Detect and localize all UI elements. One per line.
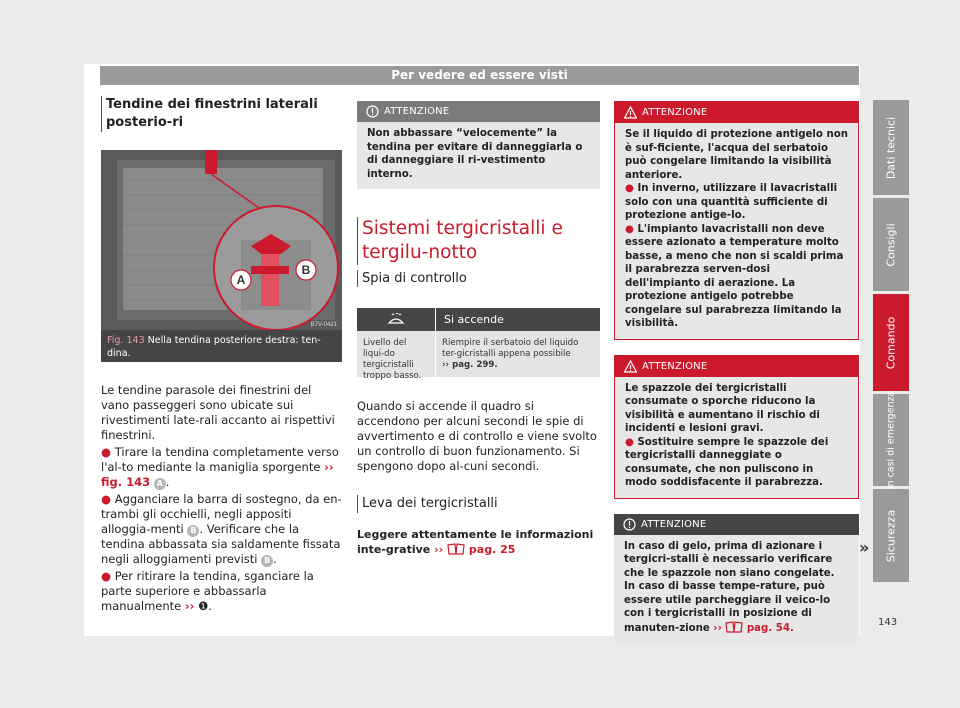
step-2 bbox=[101, 492, 342, 567]
subtitle-wiper-lever: Leva dei tergicristalli bbox=[357, 495, 600, 513]
callout-a-badge: A bbox=[154, 478, 166, 490]
warning-label: ATTENZIONE bbox=[642, 107, 708, 118]
table-header-label: Si accende bbox=[444, 313, 504, 326]
tab-emergenza[interactable] bbox=[873, 390, 909, 490]
step-3 bbox=[101, 569, 342, 614]
step-2-text: Agganciare la barra di sostegno, da en-trambi gli occhielli, negli appositi alloggia-menti bbox=[101, 492, 342, 536]
right-column bbox=[614, 101, 859, 643]
warning-intro: Se il liquido di protezione antigelo non è suf-ficiente, l'acqua del serbatoio può congelare limitando la visibilità anteriore. bbox=[625, 129, 848, 181]
warning-bullet bbox=[625, 223, 848, 331]
warning-header bbox=[615, 356, 858, 377]
warning-label: ATTENZIONE bbox=[642, 360, 708, 372]
step-2-mid: . Verificare che la tendina abbassata sia saldamente fissata negli alloggiamenti previsti bbox=[101, 522, 341, 566]
warning-link[interactable]: ›› bbox=[184, 599, 195, 613]
warning-label: ATTENZIONE bbox=[641, 518, 707, 530]
warning-body bbox=[615, 123, 858, 339]
callout-b-badge: B bbox=[187, 525, 199, 537]
warning-arrow[interactable]: ›› bbox=[713, 622, 722, 634]
warning-header bbox=[357, 101, 600, 122]
washer-fluid-icon bbox=[357, 308, 436, 331]
bullet-icon: ● bbox=[101, 445, 112, 459]
figure-caption bbox=[101, 330, 342, 362]
tab-comando[interactable] bbox=[873, 294, 909, 391]
tab-consigli[interactable] bbox=[873, 198, 909, 291]
bullet-icon: ● bbox=[625, 223, 638, 235]
tab-label: Dati tecnici bbox=[884, 116, 898, 179]
table-cell-cause: Livello del liqui-do tergicristalli troppo basso. bbox=[357, 331, 436, 377]
warning-box-antifreeze bbox=[614, 101, 859, 340]
page-25-link[interactable]: pag. 25 bbox=[468, 543, 516, 556]
subtitle-indicator: Spia di controllo bbox=[357, 270, 600, 287]
caption-text: Nella tendina posteriore destra: ten-dina. bbox=[107, 335, 321, 359]
page-number: 143 bbox=[878, 617, 898, 628]
warning-body bbox=[614, 535, 859, 644]
table-header bbox=[357, 308, 600, 331]
tab-label: Comando bbox=[884, 316, 898, 369]
warning-header bbox=[614, 514, 859, 535]
step-1-end: . bbox=[165, 475, 170, 489]
warning-header bbox=[615, 102, 858, 123]
section-title-wipers: Sistemi tergicristalli e tergilu-notto bbox=[357, 217, 600, 265]
tab-label: In casi di emergenza bbox=[885, 390, 897, 490]
book-icon bbox=[725, 621, 743, 633]
warning-box-blades bbox=[614, 355, 859, 499]
warning-body bbox=[615, 377, 858, 498]
read-info-note bbox=[357, 527, 600, 557]
warning-bullet-text: In inverno, utilizzare il lavacristalli solo con una quantità sufficiente di protezione antige-lo. bbox=[625, 183, 838, 221]
tab-label: Consigli bbox=[884, 222, 898, 267]
middle-column bbox=[357, 101, 600, 557]
warning-intro: Le spazzole dei tergicristalli consumate o sporche riducono la visibilità e aumentano il rischio di incidenti e lesioni gravi. bbox=[625, 382, 820, 434]
blind-instructions bbox=[101, 383, 342, 614]
warning-text: Non abbassare “velocemente” la tendina per evitare di danneggiarla o di danneggiare il ri-vestimento interno. bbox=[367, 128, 583, 180]
bullet-icon: ● bbox=[625, 436, 638, 448]
read-info-text: Leggere attentamente le informazioni inte-grative bbox=[357, 528, 594, 556]
table-row bbox=[357, 331, 600, 381]
warning-bullet-text: L'impianto lavacristalli non deve essere azionato a temperature molto basse, a meno che non si scaldi prima il parabrezza serven-dosi dell'impianto di aerazione. La protezione antigelo potrebbe congelare sul parabrezza limitando la visibilità. bbox=[625, 223, 844, 329]
step-3-end: . bbox=[208, 599, 212, 613]
tab-dati-tecnici[interactable] bbox=[873, 100, 909, 195]
caption-number: Fig. 143 bbox=[107, 335, 145, 346]
warning-circle-icon bbox=[623, 518, 636, 531]
fig-label-b: B bbox=[301, 263, 311, 277]
warning-triangle-icon bbox=[624, 106, 637, 119]
figure-143 bbox=[101, 150, 342, 362]
chapter-header: Per vedere ed essere visti bbox=[100, 66, 859, 85]
book-icon bbox=[447, 543, 465, 555]
section-title-blinds: Tendine dei finestrini laterali posterio-ri bbox=[101, 96, 342, 132]
bullet-icon: ● bbox=[101, 492, 112, 506]
warning-label: ATTENZIONE bbox=[384, 106, 450, 117]
step-3-text: Per ritirare la tendina, sganciare la parte superiore e abbassarla manualmente bbox=[101, 569, 314, 613]
rear-blind-photo bbox=[101, 150, 342, 330]
fig-143-link[interactable]: ›› fig. 143 bbox=[101, 460, 334, 489]
tab-label: Sicurezza bbox=[884, 509, 898, 562]
table-cell-action bbox=[436, 331, 600, 377]
fig-code: B7V-0421 bbox=[310, 322, 337, 328]
bullet-icon: ● bbox=[101, 569, 112, 583]
indicator-table bbox=[357, 308, 600, 381]
fig-label-a: A bbox=[236, 273, 246, 287]
warning-bullet bbox=[625, 182, 848, 223]
warning-text: In caso di gelo, prima di azionare i tergicri-stalli è necessario verificare che le spazzole non siano congelate. In caso di basse tempe-rature, può essere utile parcheggiare il veico-lo con i tergicristalli in posizione di manuten-zione bbox=[624, 540, 835, 634]
page-54-link[interactable]: pag. 54. bbox=[746, 622, 794, 634]
action-text: Riempire il serbatoio del liquido ter-gicristalli appena possibile bbox=[442, 338, 579, 359]
warning-bullet bbox=[625, 436, 848, 490]
page-299-link[interactable]: ›› pag. 299. bbox=[442, 360, 498, 370]
warning-bullet-text: Sostituire sempre le spazzole dei tergicristalli danneggiate o consumate, che non puliscono in modo soddisfacente il parabrezza. bbox=[625, 436, 829, 488]
callout-b-badge: B bbox=[261, 555, 273, 567]
warning-box-frost bbox=[614, 514, 859, 644]
warning-box-blind bbox=[357, 101, 600, 189]
tab-sicurezza[interactable] bbox=[873, 489, 909, 582]
indicator-paragraph: Quando si accende il quadro si accendono per alcuni secondi le spie di avvertimento e di controllo e viene svolto un controllo di buon funzionamento. Si spengono dopo al-cuni secondi. bbox=[357, 399, 597, 473]
warning-circle-icon bbox=[366, 105, 379, 118]
step-2-end: . bbox=[273, 552, 277, 566]
step-1-text: Tirare la tendina completamente verso l'al-to mediante la maniglia sporgente bbox=[101, 445, 339, 474]
warning-circle-icon: ❶ bbox=[198, 599, 209, 613]
step-1 bbox=[101, 445, 342, 490]
read-info-arrow[interactable]: ›› bbox=[434, 543, 444, 556]
continue-mark: » bbox=[859, 538, 870, 557]
side-tabs bbox=[873, 100, 909, 585]
left-column bbox=[101, 96, 342, 616]
warning-triangle-icon bbox=[624, 360, 637, 373]
intro-paragraph: Le tendine parasole dei finestrini del vano passeggeri sono ubicate sui rivestimenti late-rali accanto ai rispettivi finestrini. bbox=[101, 383, 335, 442]
bullet-icon: ● bbox=[625, 183, 638, 194]
